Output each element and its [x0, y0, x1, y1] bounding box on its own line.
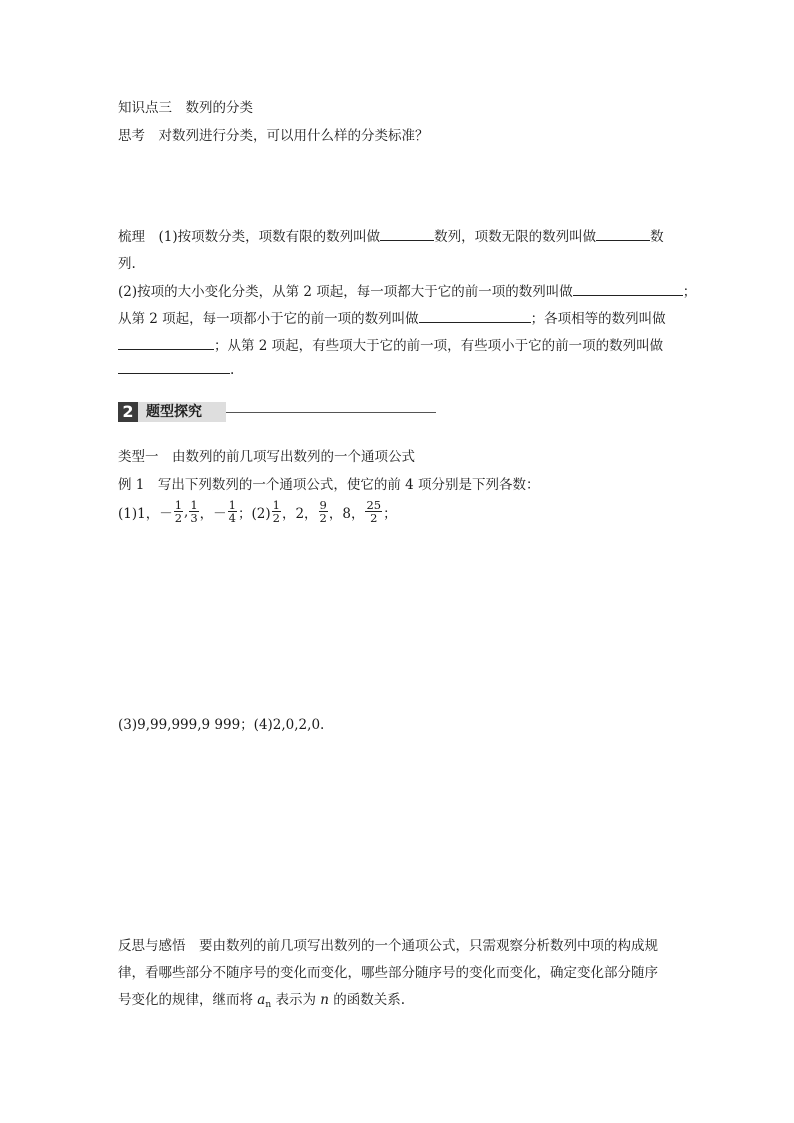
fill-blank: [573, 283, 683, 296]
summary-text: ；各项相等的数列叫做: [530, 311, 666, 327]
reflection-text: 号变化的规律，继而将: [118, 992, 258, 1008]
numerator: 1: [190, 498, 198, 512]
summary-text: 数列，项数无限的数列叫做: [434, 229, 597, 245]
summary-line-1-cont: 列.: [118, 256, 136, 272]
fraction: [272, 499, 281, 524]
fill-blank: [118, 337, 214, 350]
fraction: [174, 499, 183, 524]
fraction: [228, 499, 237, 524]
reflection-text: 表示为: [271, 992, 321, 1008]
variable-n: n: [320, 992, 329, 1008]
summary-line-1: [118, 225, 664, 245]
numerator: 1: [174, 498, 183, 512]
denominator: 2: [174, 511, 183, 525]
summary-text: .: [230, 362, 235, 378]
summary-line-3: [118, 307, 666, 327]
section-number-badge: 2: [118, 402, 138, 422]
section-heading: 知识点三 数列的分类: [118, 100, 253, 116]
fill-blank: [380, 228, 434, 241]
math-text: ；(2): [238, 505, 271, 522]
summary-text: ；: [682, 284, 697, 300]
reflection-line-3: [118, 988, 405, 1010]
summary-text: (2)按项的大小变化分类，从第 2 项起，每一项都大于它的前一项的数列叫做: [118, 284, 573, 300]
fraction: [189, 499, 198, 524]
type-heading: 类型一 由数列的前几项写出数列的一个通项公式: [118, 449, 415, 465]
numerator: 25: [366, 498, 382, 512]
denominator: 3: [190, 511, 198, 525]
section-title: 题型探究: [138, 402, 226, 422]
math-text: ，8，: [328, 505, 365, 522]
numerator: 9: [319, 498, 327, 512]
fill-blank: [118, 361, 230, 374]
think-question: 思考 对数列进行分类，可以用什么样的分类标准？: [118, 128, 429, 144]
denominator: 2: [319, 511, 327, 525]
fill-blank: [419, 310, 531, 323]
summary-text: ；从第 2 项起，有些项大于它的前一项，有些项小于它的前一项的数列叫做: [214, 338, 664, 354]
numerator: 1: [228, 498, 236, 512]
reflection-line-2: 律，看哪些部分不随序号的变化而变化，哪些部分随序号的变化而变化，确定变化部分随序: [118, 965, 658, 981]
fill-blank: [596, 228, 650, 241]
reflection-text: 的函数关系.: [328, 992, 406, 1008]
reflection-line-1: 反思与感悟 要由数列的前几项写出数列的一个通项公式，只需观察分析数列中项的构成规: [118, 938, 658, 954]
math-text: (1)1，－: [118, 505, 173, 522]
fraction: [319, 499, 328, 524]
summary-line-5: [118, 361, 234, 378]
math-text: ，2，: [281, 505, 318, 522]
example-prompt: 例 1 写出下列数列的一个通项公式，使它的前 4 项分别是下列各数：: [118, 477, 540, 493]
numerator: 1: [272, 498, 280, 512]
example-parts-3-4: (3)9,99,999,9 999；(4)2,0,2,0.: [118, 717, 325, 733]
summary-text: 数: [650, 229, 664, 245]
divider: [226, 412, 436, 413]
summary-text: 梳理 (1)按项数分类，项数有限的数列叫做: [118, 229, 381, 245]
math-text: ，－: [199, 505, 227, 522]
math-text: ；: [383, 505, 397, 522]
summary-line-4: [118, 334, 663, 354]
variable-a: a: [257, 992, 266, 1008]
denominator: 2: [272, 511, 280, 525]
summary-text: 从第 2 项起，每一项都小于它的前一项的数列叫做: [118, 311, 419, 327]
subscript-n: n: [265, 1000, 272, 1010]
fraction: [365, 499, 382, 524]
denominator: 2: [370, 511, 378, 525]
summary-line-2: [118, 280, 696, 300]
denominator: 4: [228, 511, 236, 525]
example-math-line: (1)1，－ $\frac{1}{2}$ , $\frac{1}{3}$ ，－ $\frac{1}{4}$ ；(2) $\frac{1}{2}$ ，2， $\frac{9}{2}$ ，8， $\frac{25}{2}$ ；: [118, 498, 397, 525]
